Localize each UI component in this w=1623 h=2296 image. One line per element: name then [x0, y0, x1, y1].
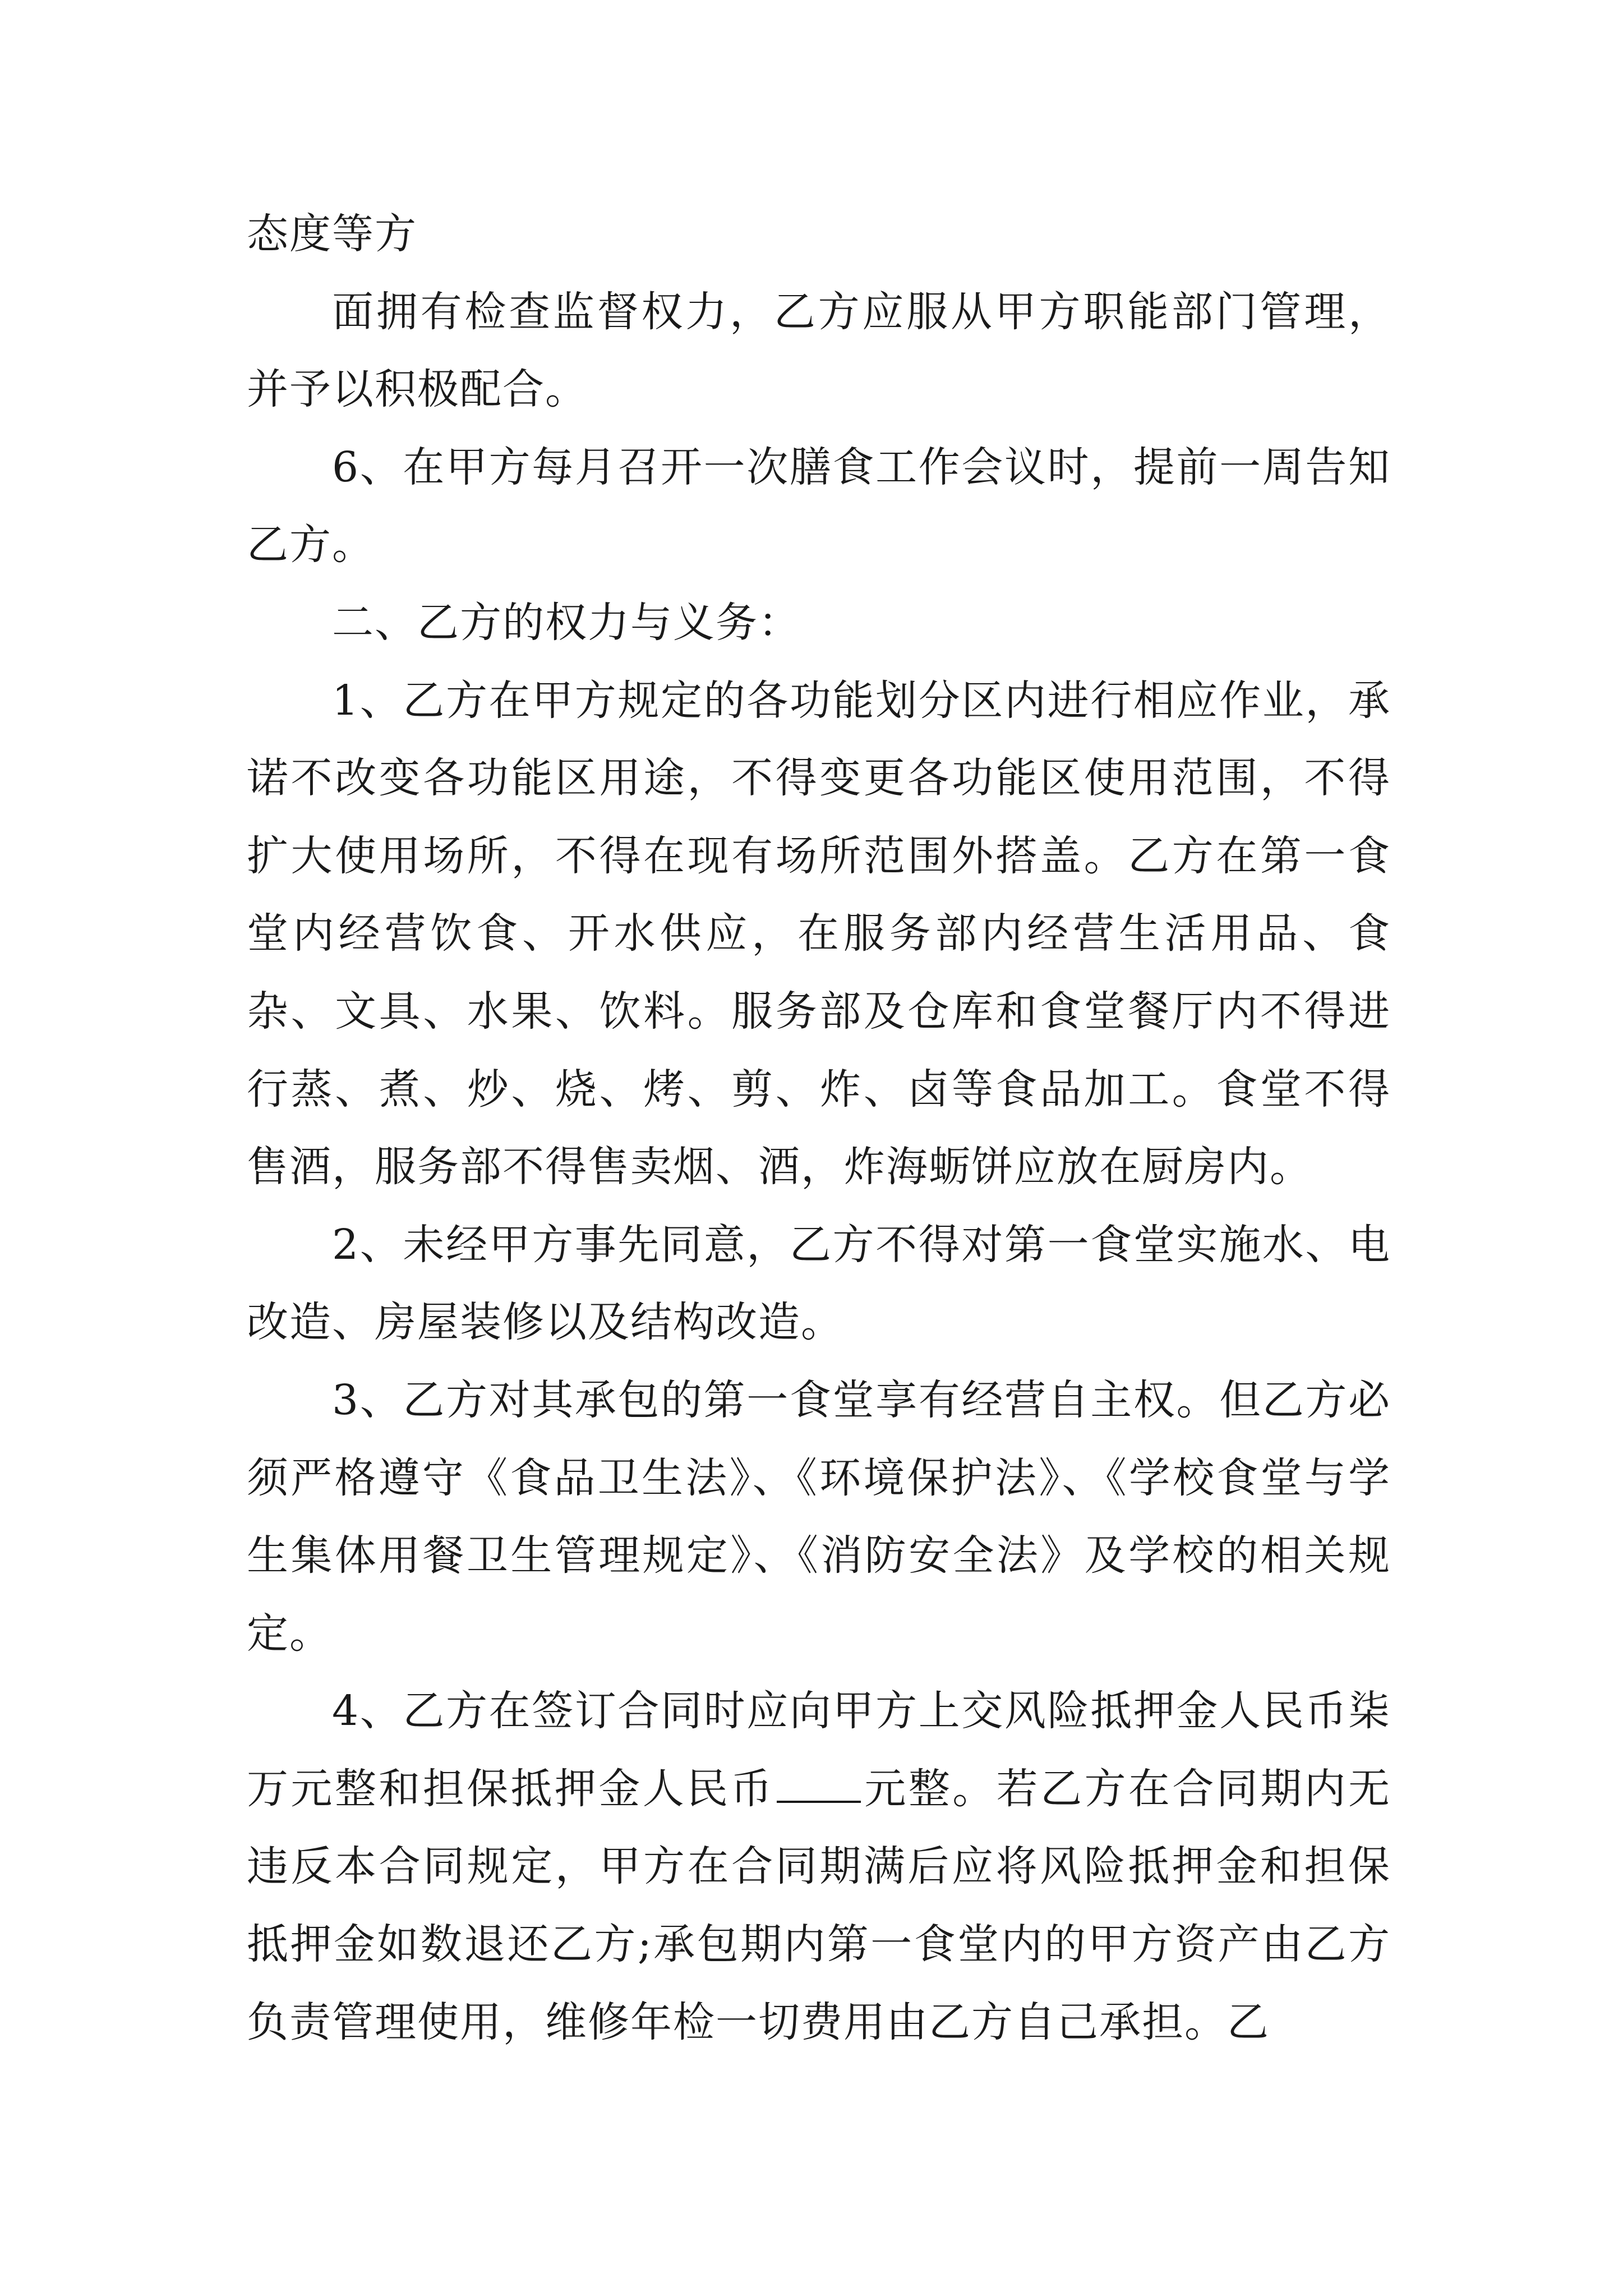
paragraph-item-4-deposit [247, 1672, 1391, 2061]
section-heading-party-b-rights: 二、乙方的权力与义务： [332, 598, 801, 647]
document-body [247, 195, 1391, 2061]
paragraph-item-2-renovation: 2、未经甲方事先同意，乙方不得对第一食堂实施水、电改造、房屋装修以及结构改造。 [247, 1220, 1391, 1347]
deposit-text-before-blank: 4、乙方在签订合同时应向甲方上交风险抵押金人民币柒万元整和担保抵押金人民币 [247, 1687, 1391, 1813]
paragraph-inspection-rights: 面拥有检查监督权力，乙方应服从甲方职能部门管理，并予以积极配合。 [247, 287, 1391, 414]
paragraph-continuation: 态度等方 [247, 210, 417, 258]
deposit-text-after-blank: 元整。若乙方在合同期内无违反本合同规定，甲方在合同期满后应将风险抵押金和担保抵押金如数退还乙方;承包期内第一食堂内的甲方资产由乙方负责管理使用，维修年检一切费用由乙方自己承担。乙 [247, 1764, 1391, 2046]
paragraph-item-6-meeting-notice: 6、在甲方每月召开一次膳食工作会议时，提前一周告知乙方。 [247, 443, 1391, 569]
deposit-amount-blank [777, 1763, 861, 1803]
paragraph-item-3-autonomy: 3、乙方对其承包的第一食堂享有经营自主权。但乙方必须严格遵守《食品卫生法》、《环境保护法》、《学校食堂与学生集体用餐卫生管理规定》、《消防安全法》及学校的相关规定。 [247, 1375, 1391, 1658]
paragraph-item-1-functional-areas: 1、乙方在甲方规定的各功能划分区内进行相应作业，承诺不改变各功能区用途，不得变更各功能区使用范围，不得扩大使用场所，不得在现有场所范围外搭盖。乙方在第一食堂内经营饮食、开水供应，在服务部内经营生活用品、食杂、文具、水果、饮料。服务部及仓库和食堂餐厅内不得进行蒸、煮、炒、烧、烤、剪、炸、卤等食品加工。食堂不得售酒，服务部不得售卖烟、酒，炸海蛎饼应放在厨房内。 [247, 676, 1391, 1191]
